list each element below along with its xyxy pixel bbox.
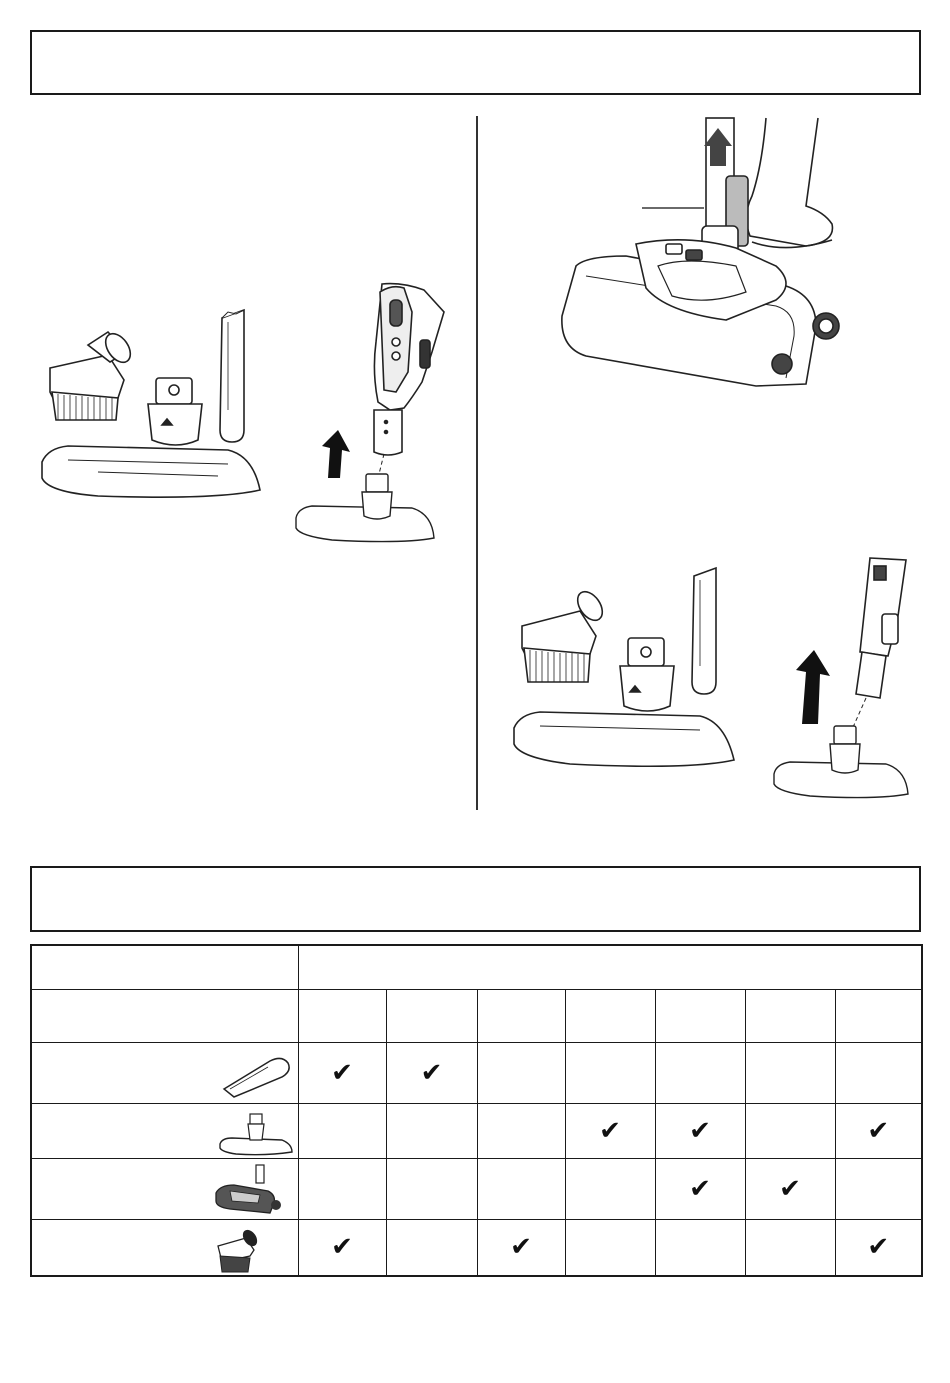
check-cell	[655, 1219, 745, 1276]
check-cell	[386, 1103, 477, 1158]
check-mark: ✔	[331, 1057, 353, 1088]
floor-nozzle-icon	[216, 1108, 296, 1156]
check-mark: ✔	[689, 1173, 711, 1204]
table-column-header	[477, 989, 565, 1042]
check-cell	[835, 1042, 922, 1103]
upholstery-brush-icon	[50, 329, 135, 420]
table-row	[31, 1158, 922, 1219]
right-floor-release-illustration	[556, 116, 846, 396]
table-column-header	[386, 989, 477, 1042]
table-row	[31, 1103, 922, 1158]
tool-cell	[31, 1158, 298, 1219]
column-divider	[476, 116, 478, 810]
check-mark: ✔	[689, 1115, 711, 1146]
check-cell	[655, 1158, 745, 1219]
check-mark: ✔	[599, 1115, 621, 1146]
check-cell	[565, 1158, 655, 1219]
floor-nozzle-icon	[296, 474, 434, 542]
crevice-tool-icon	[692, 568, 716, 694]
tool-cell	[31, 1103, 298, 1158]
check-cell	[565, 1219, 655, 1276]
crevice-tool-icon	[220, 310, 244, 442]
table-row	[31, 1042, 922, 1103]
check-mark: ✔	[867, 1232, 890, 1263]
check-cell	[477, 1103, 565, 1158]
check-cell	[835, 1103, 922, 1158]
extension-wand-icon	[856, 558, 906, 698]
check-mark: ✔	[510, 1232, 532, 1263]
check-cell	[745, 1103, 835, 1158]
check-mark: ✔	[331, 1232, 353, 1263]
check-cell	[655, 1103, 745, 1158]
check-cell	[386, 1158, 477, 1219]
table-column-header	[655, 989, 745, 1042]
check-cell	[386, 1042, 477, 1103]
right-attachments-illustration	[510, 566, 750, 776]
check-cell	[298, 1042, 386, 1103]
check-cell	[565, 1103, 655, 1158]
table-header-row	[31, 945, 922, 989]
tool-cell	[31, 1219, 298, 1276]
left-attachments-illustration	[38, 300, 278, 510]
table-column-header	[835, 989, 922, 1042]
table-column-header-blank	[31, 989, 298, 1042]
check-cell	[745, 1158, 835, 1219]
table-column-header	[565, 989, 655, 1042]
handheld-vacuum-icon	[374, 284, 444, 455]
right-attach-wand-illustration	[770, 556, 920, 801]
tool-cell	[31, 1042, 298, 1103]
powerhead-icon	[210, 1163, 290, 1215]
crevice-tool-icon	[216, 1049, 296, 1099]
table-column-header	[745, 989, 835, 1042]
check-cell	[835, 1219, 922, 1276]
check-mark: ✔	[779, 1173, 801, 1204]
foot-pedal-icon	[746, 118, 832, 248]
section-header-bottom	[30, 866, 921, 932]
table-row	[31, 1219, 922, 1276]
check-cell	[298, 1219, 386, 1276]
check-mark: ✔	[420, 1057, 443, 1088]
check-cell	[477, 1219, 565, 1276]
left-attach-handle-illustration	[292, 282, 452, 542]
section-header-top	[30, 30, 921, 95]
upholstery-brush-icon	[522, 587, 607, 682]
check-cell	[655, 1042, 745, 1103]
upholstery-brush-icon	[212, 1224, 272, 1274]
attachment-usage-table	[30, 944, 923, 1277]
check-cell	[298, 1103, 386, 1158]
check-cell	[298, 1158, 386, 1219]
up-arrow-icon	[796, 650, 830, 724]
table-header-cell	[298, 945, 922, 989]
check-cell	[565, 1042, 655, 1103]
table-column-header-row	[31, 989, 922, 1042]
floor-nozzle-icon	[774, 726, 908, 798]
table-corner-cell	[31, 945, 298, 989]
check-cell	[386, 1219, 477, 1276]
check-cell	[477, 1158, 565, 1219]
check-mark: ✔	[867, 1115, 890, 1146]
check-cell	[477, 1042, 565, 1103]
table-column-header	[298, 989, 386, 1042]
check-cell	[745, 1042, 835, 1103]
check-cell	[745, 1219, 835, 1276]
check-cell	[835, 1158, 922, 1219]
up-arrow-icon	[322, 430, 350, 478]
